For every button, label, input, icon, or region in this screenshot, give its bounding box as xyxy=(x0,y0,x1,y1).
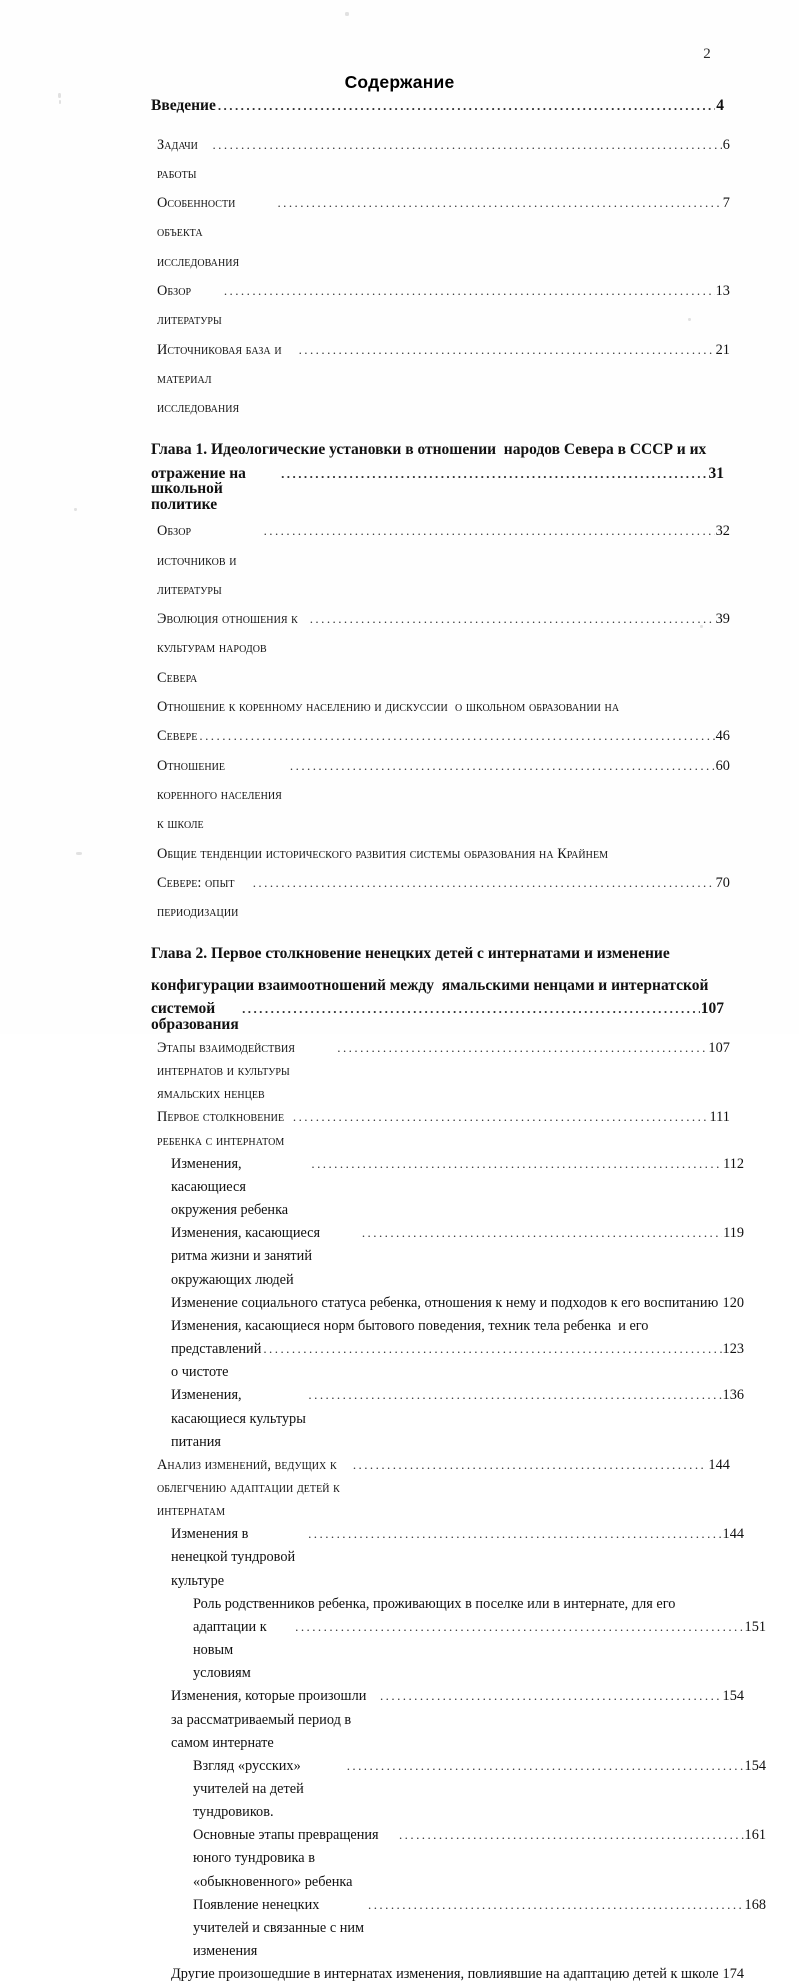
toc-entry-label: Изменения в ненецкой тундровой культуре xyxy=(171,1526,299,1589)
toc-entry-page: 154 xyxy=(722,1688,744,1705)
toc-chapter-2-subsections xyxy=(151,1037,766,1986)
toc-leader xyxy=(337,1037,707,1060)
toc-entry[interactable] xyxy=(171,1338,744,1384)
spacer xyxy=(151,927,724,938)
toc-entry[interactable] xyxy=(157,277,730,336)
toc-entry-label: Введение xyxy=(151,97,216,114)
toc-entry[interactable] xyxy=(157,1454,730,1523)
toc-entry-label: Изменения, касающиеся окружения ребенка xyxy=(171,1155,289,1219)
toc-section-introduction xyxy=(151,98,724,114)
toc-entry-label: Обзор литературы xyxy=(157,282,222,329)
toc-leader xyxy=(310,605,715,634)
toc-entry-label: системой образования xyxy=(151,1000,239,1033)
toc-entry-label-line: Общие тенденции исторического развития системы образования на Крайнем xyxy=(157,845,609,862)
toc-entry-label: Обзор источников и литературы xyxy=(157,523,241,598)
toc-entry-label: Отношение коренного населения к школе xyxy=(157,757,286,833)
toc-chapter-1-heading[interactable] xyxy=(151,434,724,512)
spacer xyxy=(151,114,724,131)
toc-leader xyxy=(290,752,715,781)
toc-leader xyxy=(308,1384,721,1407)
toc-entry-label: Другие произошедшие в интернатах изменения, повлиявшие на адаптацию детей к школе xyxy=(171,1966,719,1983)
toc-entry[interactable] xyxy=(193,1616,766,1685)
toc-entry[interactable] xyxy=(171,1685,744,1754)
scan-speckle xyxy=(74,508,77,511)
toc-entry[interactable] xyxy=(171,1963,744,1986)
page-title: Содержание xyxy=(344,72,455,92)
scan-speckle xyxy=(345,12,349,16)
toc-leader xyxy=(380,1685,722,1708)
toc-entry-page: 107 xyxy=(708,1040,730,1057)
toc-leader xyxy=(277,189,721,218)
toc-leader xyxy=(299,336,715,365)
toc-entry[interactable] xyxy=(157,752,730,840)
toc-entry-page: 7 xyxy=(722,195,730,212)
toc-entry[interactable] xyxy=(171,1222,744,1291)
toc-entry-label: Особенности объекта исследования xyxy=(157,195,240,270)
page-number: 2 xyxy=(703,46,711,62)
toc-entry-page: 111 xyxy=(709,1109,730,1126)
toc-entry-label: Изменения, которые произошли за рассматриваемый период в самом интернате xyxy=(171,1688,370,1751)
toc-leader xyxy=(347,1755,744,1778)
toc-entry-label: Анализ изменений, ведущих к облегчению адаптации детей к интернатам xyxy=(157,1456,344,1520)
toc-entry[interactable] xyxy=(193,1824,766,1893)
toc-leader xyxy=(199,722,714,751)
toc-entry-page: 6 xyxy=(722,136,730,153)
toc-entry-page: 144 xyxy=(722,1526,744,1543)
toc-entry-label: Появление ненецких учителей и связанные с ним изменения xyxy=(193,1896,368,1960)
toc-entry-label: Эволюция отношения к культурам народов Севера xyxy=(157,611,302,686)
toc-entry-label: Севере: опыт периодизации xyxy=(157,874,239,921)
toc-entry[interactable] xyxy=(157,1037,730,1106)
toc-entry-page: 112 xyxy=(723,1155,744,1172)
toc-chapter-2-heading[interactable] xyxy=(151,938,724,1032)
toc-entry[interactable] xyxy=(157,189,730,277)
scan-speckle xyxy=(59,100,61,104)
toc-entry[interactable] xyxy=(157,131,730,190)
toc-entry[interactable] xyxy=(151,1001,724,1032)
toc-entry-label: Севере xyxy=(157,728,198,745)
toc-entry[interactable] xyxy=(157,722,730,751)
toc-entry-label: отражение на школьной политике xyxy=(151,464,250,513)
toc-leader xyxy=(311,1153,722,1176)
toc-entry-label-line: Изменения, касающиеся норм бытового поведения, техник тела ребенка и его xyxy=(171,1317,649,1334)
toc-entry-page: 4 xyxy=(716,97,724,114)
toc-entry-page: 46 xyxy=(715,728,730,745)
scan-speckle xyxy=(76,852,82,855)
toc-entry-label: Задачи работы xyxy=(157,136,202,182)
toc-entry-page: 31 xyxy=(708,464,724,482)
toc-entry[interactable] xyxy=(171,1292,744,1315)
toc-entry-page: 32 xyxy=(715,523,730,540)
toc-leader xyxy=(353,1454,708,1477)
toc-leader xyxy=(218,98,715,114)
toc-entry[interactable] xyxy=(171,1523,744,1592)
toc-entry[interactable] xyxy=(157,1106,730,1152)
toc-entry-label: адаптации к новым условиям xyxy=(193,1618,271,1682)
toc-entry-label: Основные этапы превращения юного тундровика в «обыкновенного» ребенка xyxy=(193,1827,383,1890)
toc-entry[interactable] xyxy=(157,517,730,605)
toc-leader xyxy=(362,1222,722,1245)
toc-entry[interactable] xyxy=(157,605,730,693)
toc-entry[interactable] xyxy=(193,1894,766,1963)
toc-entry-page: 107 xyxy=(700,1000,724,1018)
toc-leader xyxy=(253,869,715,898)
toc-entry[interactable] xyxy=(151,466,724,513)
toc-entry-label: Этапы взаимодействия интернатов и культуры ямальских ненцев xyxy=(157,1040,299,1103)
spacer xyxy=(151,423,724,434)
toc-leader xyxy=(293,1106,709,1129)
toc-entry[interactable] xyxy=(157,869,730,928)
toc-entry-page: 39 xyxy=(715,611,730,628)
toc-entry-page: 161 xyxy=(744,1827,766,1844)
toc-introduction-subsections xyxy=(151,131,730,424)
toc-entry-page: 21 xyxy=(715,341,730,358)
scan-speckle xyxy=(58,93,61,98)
toc-entry-page: 136 xyxy=(722,1387,744,1404)
toc-entry-page: 60 xyxy=(715,757,730,774)
table-of-contents xyxy=(151,97,766,1986)
toc-entry-label: Изменения, касающиеся культуры питания xyxy=(171,1387,310,1450)
toc-entry-page: 144 xyxy=(708,1456,730,1473)
toc-entry-page: 119 xyxy=(723,1225,744,1242)
toc-leader xyxy=(263,1338,721,1361)
toc-entry-page: 70 xyxy=(715,874,730,891)
toc-entry-label: представлений о чистоте xyxy=(171,1341,265,1381)
toc-leader xyxy=(212,131,721,160)
toc-entry[interactable] xyxy=(171,1153,744,1222)
toc-entry[interactable] xyxy=(157,336,730,424)
toc-entry-label-line: конфигурации взаимоотношений между ямальскими ненцами и интернатской xyxy=(151,976,709,994)
toc-entry-page: 174 xyxy=(722,1966,744,1983)
toc-chapter-1-subsections xyxy=(151,517,730,927)
toc-leader xyxy=(242,1001,700,1017)
toc-entry-label-line: Глава 1. Идеологические установки в отношении народов Севера в СССР и их xyxy=(151,441,707,459)
toc-leader xyxy=(399,1824,744,1847)
toc-entry-page: 168 xyxy=(744,1896,766,1913)
toc-leader xyxy=(264,517,715,546)
toc-leader xyxy=(295,1616,743,1639)
toc-entry-page: 151 xyxy=(744,1618,766,1635)
toc-entry-label: Источниковая база и материал исследования xyxy=(157,341,286,417)
toc-entry-page: 120 xyxy=(722,1294,744,1311)
toc-entry-label: Взгляд «русских» учителей на детей тундровиков. xyxy=(193,1757,308,1821)
toc-leader xyxy=(368,1894,744,1917)
toc-entry-label: Изменение социального статуса ребенка, отношения к нему и подходов к его воспитанию xyxy=(171,1294,719,1311)
toc-entry-page: 123 xyxy=(722,1341,744,1358)
toc-entry-page: 154 xyxy=(744,1757,766,1774)
toc-leader xyxy=(308,1523,721,1546)
toc-entry-label: Изменения, касающиеся ритма жизни и занятий окружающих людей xyxy=(171,1225,324,1288)
toc-entry-label: Первое столкновение ребенка с интернатом xyxy=(157,1109,288,1149)
toc-entry[interactable] xyxy=(171,1384,744,1453)
toc-entry-label-line: Роль родственников ребенка, проживающих в поселке или в интернате, для его xyxy=(193,1595,676,1612)
toc-entry[interactable] xyxy=(151,98,724,114)
toc-leader xyxy=(281,466,707,482)
toc-entry[interactable] xyxy=(193,1755,766,1824)
toc-entry-page: 13 xyxy=(715,282,730,299)
toc-leader xyxy=(224,277,715,306)
toc-entry-label-line: Отношение к коренному населению и дискуссии о школьном образовании на xyxy=(157,699,620,716)
toc-entry-label-line: Глава 2. Первое столкновение ненецких детей с интернатами и изменение xyxy=(151,945,670,963)
